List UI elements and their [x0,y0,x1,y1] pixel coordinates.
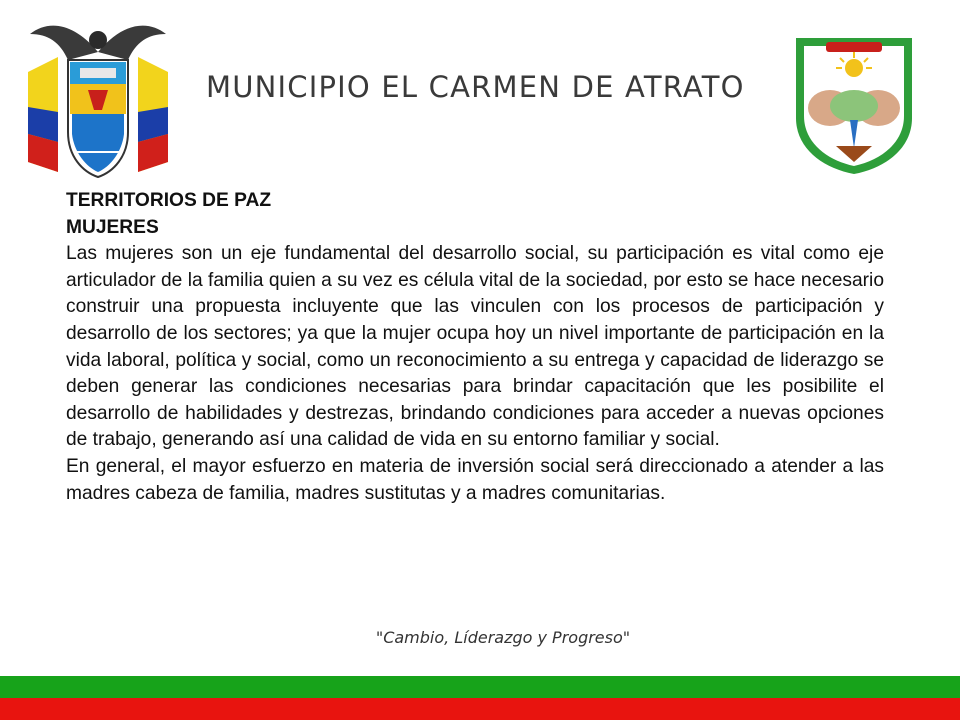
flag-band-white [0,664,960,676]
paragraph: En general, el mayor esfuerzo en materia de inversión social será direccionado a atender a las madres cabeza de familia, madres sustitutas y a madres comunitarias. [66,455,884,504]
slogan: "Cambio, Líderazgo y Progreso" [375,628,631,647]
subsection-heading: MUJERES [66,216,159,238]
municipal-shield-icon [790,28,918,176]
flag-band-red [0,698,960,720]
colombia-coat-of-arms-icon [18,12,178,182]
document-body [66,188,884,507]
paragraph: Las mujeres son un eje fundamental del desarrollo social, su participación es vital como eje articulador de la familia quien a su vez es célula vital de la sociedad, por esto se hace necesario construir una propuesta incluyente que las vinculen con los procesos de participación y desarrollo de los sectores; ya que la mujer ocupa hoy un nivel importante de participación en la vida laboral, política y social, como un reconocimiento a su entrega y capacidad de liderazgo se deben generar las condiciones necesarias para brindar capacitación que les posibilite el desarrollo de habilidades y destrezas, brindando condiciones para acceder a nuevas opciones de trabajo, generando así una calidad de vida en su entorno familiar y social. [66,243,884,451]
flag-band-green [0,676,960,698]
page-title: MUNICIPIO EL CARMEN DE ATRATO [206,70,745,104]
section-heading: TERRITORIOS DE PAZ [66,190,272,211]
